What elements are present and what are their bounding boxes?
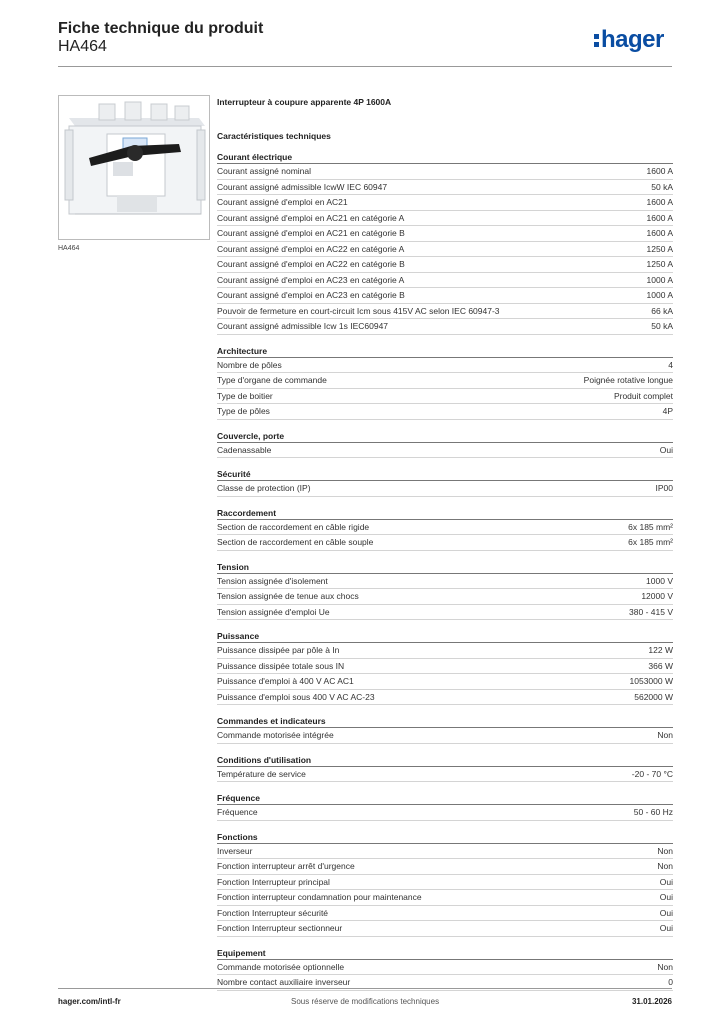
spec-value: 1053000 W: [629, 676, 673, 686]
image-caption: HA464: [58, 245, 80, 252]
page-title: Fiche technique du produit: [58, 20, 264, 37]
spec-row: [217, 605, 673, 621]
hager-logo: [594, 26, 664, 54]
spec-row: [217, 288, 673, 304]
spec-value: 4: [668, 359, 673, 370]
switch-disconnector-illustration: [59, 96, 209, 239]
spec-value: Oui: [659, 923, 673, 933]
spec-row: [217, 304, 673, 320]
section-title: Conditions d'utilisation: [217, 754, 673, 767]
spec-row: [217, 674, 673, 690]
spec-label: Courant assigné admissible IcwW IEC 60947: [217, 181, 388, 192]
spec-label: Classe de protection (IP): [217, 483, 311, 493]
footer-website-link[interactable]: hager.com/intl-fr: [58, 997, 121, 1006]
spec-value: 6x 185 mm²: [628, 537, 673, 547]
spec-row: [217, 273, 673, 289]
section-title: Couvercle, porte: [217, 430, 673, 443]
spec-row: [217, 728, 673, 744]
spec-row: [217, 890, 673, 906]
spec-value: 1000 V: [646, 575, 673, 586]
spec-row: [217, 690, 673, 706]
spec-row: [217, 875, 673, 891]
section-title: Architecture: [217, 345, 673, 358]
section-title: Sécurité: [217, 468, 673, 481]
spec-label: Courant assigné d'emploi en AC23 en catégorie A: [217, 274, 405, 285]
spec-label: Tension assignée d'isolement: [217, 575, 328, 586]
spec-label: Tension assignée d'emploi Ue: [217, 606, 330, 617]
spec-label: Puissance d'emploi à 400 V AC AC1: [217, 676, 354, 686]
spec-label: Puissance dissipée par pôle à In: [217, 645, 340, 655]
spec-value: Poignée rotative longue: [583, 375, 673, 385]
characteristics-title: Caractéristiques techniques: [217, 131, 331, 141]
spec-label: Courant assigné d'emploi en AC23 en catégorie B: [217, 290, 405, 300]
spec-value: Produit complet: [613, 390, 673, 401]
spec-value: 50 kA: [651, 321, 673, 331]
footer-divider: [58, 988, 672, 989]
spec-section: [217, 792, 673, 821]
spec-section: [217, 715, 673, 744]
spec-label: Courant assigné admissible Icw 1s IEC60947: [217, 321, 389, 331]
spec-label: Type d'organe de commande: [217, 375, 327, 385]
spec-row: [217, 844, 673, 860]
spec-label: Pouvoir de fermeture en court-circuit Icm sous 415V AC selon IEC 60947-3: [217, 305, 500, 316]
spec-value: 1000 A: [646, 274, 673, 285]
spec-row: [217, 805, 673, 821]
spec-value: 1600 A: [646, 166, 673, 176]
header-divider: [58, 66, 672, 67]
spec-value: 0: [668, 977, 673, 987]
spec-value: 1600 A: [646, 212, 673, 223]
footer-disclaimer: Sous réserve de modifications techniques: [291, 997, 440, 1006]
spec-row: [217, 520, 673, 536]
spec-value: 1250 A: [646, 243, 673, 254]
spec-label: Commande motorisée intégrée: [217, 730, 334, 740]
spec-label: Section de raccordement en câble rigide: [217, 521, 370, 532]
spec-label: Type de boitier: [217, 390, 273, 401]
spec-label: Inverseur: [217, 845, 253, 856]
spec-row: [217, 643, 673, 659]
spec-label: Courant assigné nominal: [217, 166, 312, 176]
spec-row: [217, 211, 673, 227]
spec-row: [217, 481, 673, 497]
spec-label: Type de pôles: [217, 406, 270, 416]
section-title: Puissance: [217, 630, 673, 643]
spec-value: 12000 V: [641, 591, 673, 601]
spec-section: [217, 430, 673, 459]
spec-section: [217, 561, 673, 621]
spec-label: Nombre contact auxiliaire inverseur: [217, 977, 351, 987]
spec-value: 1000 A: [646, 290, 673, 300]
spec-row: [217, 404, 673, 420]
spec-label: Cadenassable: [217, 444, 272, 455]
spec-value: 1600 A: [646, 228, 673, 238]
spec-label: Fonction Interrupteur principal: [217, 876, 330, 887]
spec-label: Puissance d'emploi sous 400 V AC AC-23: [217, 691, 375, 702]
spec-value: IP00: [655, 483, 673, 493]
spec-label: Tension assignée de tenue aux chocs: [217, 591, 359, 601]
spec-value: Non: [657, 845, 673, 856]
spec-row: [217, 358, 673, 374]
spec-label: Puissance dissipée totale sous IN: [217, 660, 345, 671]
spec-label: Fonction Interrupteur sectionneur: [217, 923, 343, 933]
spec-row: [217, 373, 673, 389]
section-title: Tension: [217, 561, 673, 574]
spec-section: [217, 345, 673, 420]
spec-row: [217, 574, 673, 590]
spec-row: [217, 319, 673, 335]
spec-value: 6x 185 mm²: [628, 521, 673, 532]
spec-section: [217, 630, 673, 705]
spec-value: Non: [657, 730, 673, 740]
spec-row: [217, 195, 673, 211]
spec-label: Courant assigné d'emploi en AC21 en catégorie A: [217, 212, 405, 223]
spec-row: [217, 443, 673, 459]
spec-label: Fonction interrupteur arrêt d'urgence: [217, 861, 355, 871]
logo-text: hager: [601, 26, 664, 53]
spec-sections: [217, 151, 673, 991]
spec-value: Oui: [659, 444, 673, 455]
spec-label: Commande motorisée optionnelle: [217, 961, 345, 972]
specifications-column: [217, 96, 673, 1001]
spec-value: 66 kA: [651, 305, 673, 316]
product-reference: HA464: [58, 38, 107, 55]
spec-row: [217, 226, 673, 242]
spec-value: 366 W: [648, 660, 673, 671]
spec-row: [217, 921, 673, 937]
spec-value: Non: [657, 961, 673, 972]
spec-value: 122 W: [648, 645, 673, 655]
section-title: Courant électrique: [217, 151, 673, 164]
spec-label: Courant assigné d'emploi en AC21 en catégorie B: [217, 228, 405, 238]
spec-row: [217, 242, 673, 258]
spec-label: Température de service: [217, 768, 306, 779]
spec-section: [217, 468, 673, 497]
spec-row: [217, 164, 673, 180]
spec-row: [217, 389, 673, 405]
spec-label: Courant assigné d'emploi en AC22 en catégorie A: [217, 243, 405, 254]
section-title: Fréquence: [217, 792, 673, 805]
product-name: Interrupteur à coupure apparente 4P 1600A: [217, 97, 392, 107]
spec-value: 1600 A: [646, 197, 673, 207]
spec-label: Nombre de pôles: [217, 359, 282, 370]
logo-colon-icon: [594, 26, 600, 48]
spec-label: Fonction interrupteur condamnation pour maintenance: [217, 892, 422, 902]
spec-value: 562000 W: [634, 691, 673, 702]
spec-value: Oui: [659, 892, 673, 902]
spec-section: [217, 754, 673, 783]
spec-row: [217, 257, 673, 273]
spec-row: [217, 535, 673, 551]
spec-row: [217, 180, 673, 196]
spec-value: 50 - 60 Hz: [633, 807, 673, 817]
spec-value: -20 - 70 °C: [631, 768, 673, 779]
spec-label: Section de raccordement en câble souple: [217, 537, 374, 547]
section-title: Commandes et indicateurs: [217, 715, 673, 728]
spec-value: Non: [657, 861, 673, 871]
spec-label: Courant assigné d'emploi en AC22 en catégorie B: [217, 259, 405, 269]
spec-row: [217, 906, 673, 922]
spec-row: [217, 960, 673, 976]
product-image: [58, 95, 210, 240]
spec-section: [217, 831, 673, 937]
spec-value: 1250 A: [646, 259, 673, 269]
spec-section: [217, 947, 673, 991]
spec-label: Fréquence: [217, 807, 258, 817]
section-title: Raccordement: [217, 507, 673, 520]
spec-label: Courant assigné d'emploi en AC21: [217, 197, 348, 207]
spec-value: Oui: [659, 876, 673, 887]
spec-value: Oui: [659, 907, 673, 918]
spec-row: [217, 659, 673, 675]
spec-label: Fonction Interrupteur sécurité: [217, 907, 329, 918]
spec-section: [217, 507, 673, 551]
spec-row: [217, 589, 673, 605]
spec-value: 50 kA: [651, 181, 673, 192]
spec-value: 4P: [662, 406, 673, 416]
section-title: Fonctions: [217, 831, 673, 844]
spec-section: [217, 151, 673, 335]
section-title: Equipement: [217, 947, 673, 960]
footer-date: 31.01.2026: [631, 997, 672, 1006]
spec-value: 380 - 415 V: [629, 606, 673, 617]
spec-row: [217, 767, 673, 783]
spec-row: [217, 859, 673, 875]
